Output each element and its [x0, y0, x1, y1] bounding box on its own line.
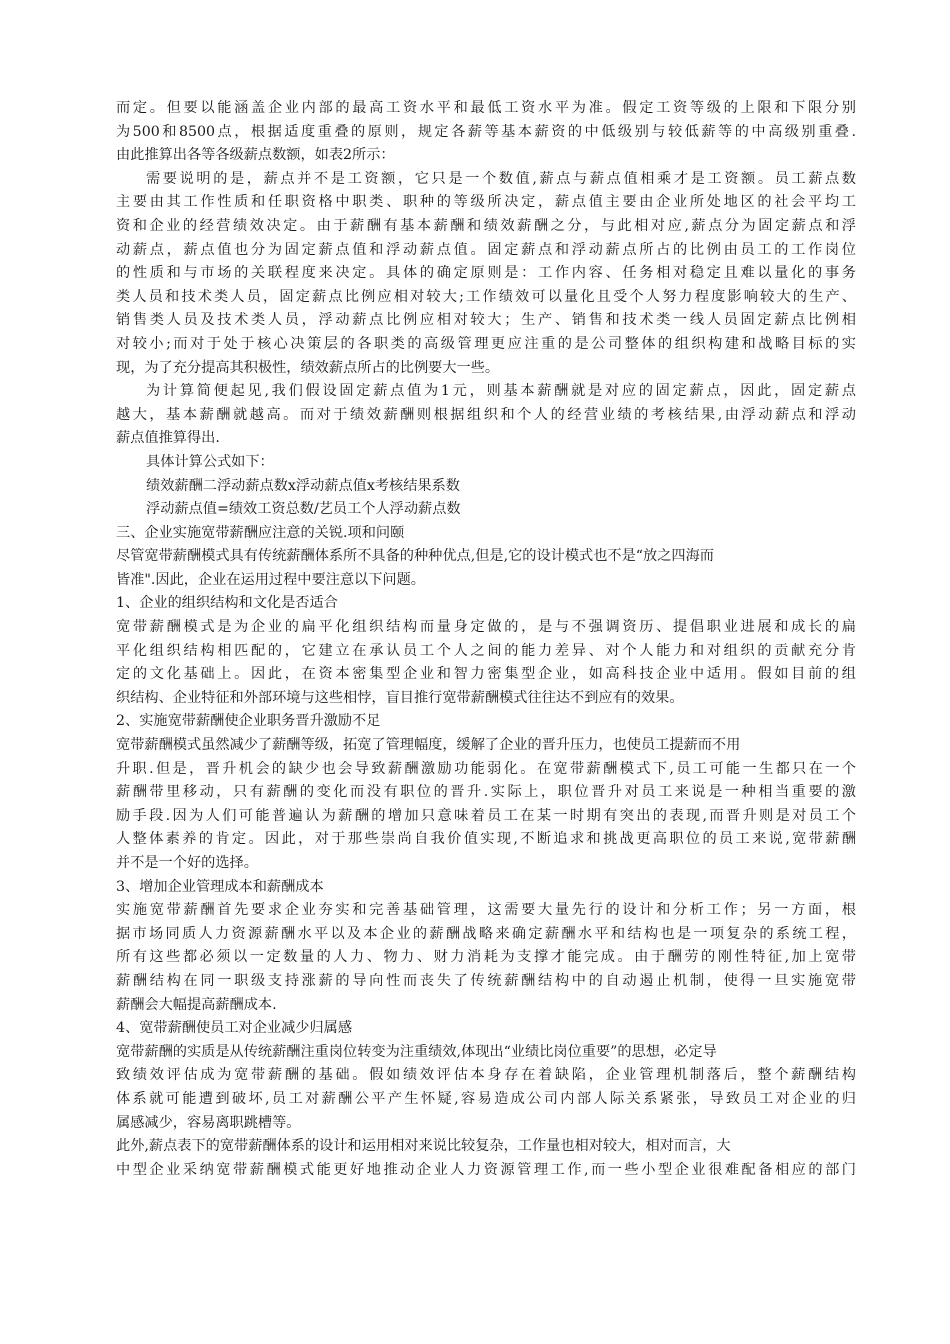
section-heading: 三、企业实施宽带薪酬应注意的关锐.项和问颐 [116, 524, 405, 541]
paragraph-line: 皆准".因此，企业在运用过程中要注意以下问题。 [116, 571, 425, 588]
paragraph-line: 宽带薪酬模式虽然减少了薪酬等级，拓宽了管理幅度，缓解了企业的晋升压力，也使员工提薪而不用 [116, 737, 741, 754]
paragraph-line: 据市场同质人力资源薪酬水平以及本企业的薪酬战略来确定薪酬水平和结构也是一项复杂的系统工程， [116, 925, 856, 942]
paragraph-line: 所有这些都必须以一定数量的人力、物力、财力消耗为支撑才能完成。由于酬劳的刚性特征,加上宽带 [116, 949, 856, 966]
paragraph-line: 中型企业采纳宽带薪酬模式能更好地推动企业人力资源管理工作,而一些小型企业很难配备相应的部门 [116, 1161, 856, 1178]
paragraph-line: 此外,薪点表下的宽带薪酬体系的设计和运用相对来说比较复杂，工作量也相对较大，相对而言，大 [116, 1138, 731, 1155]
paragraph-line: 而定。但要以能涵盖企业内部的最高工资水平和最低工资水平为准。假定工资等级的上限和下限分别 [116, 100, 856, 116]
subsection-heading: 1、企业的组织结构和文化是否适合 [116, 595, 338, 612]
formula-line: 浮动薪点值=绩效工资总数/艺员工个人浮动薪点数 [146, 501, 461, 518]
paragraph-line: 励手段.因为人们可能普遍认为薪酬的增加只意味着员工在某一时期有突出的表现,而晋升则是对员工个 [116, 807, 856, 824]
paragraph-line: 尽管宽带薪酬模式具有传统薪酬体系所不具备的种种优点,但是,它的设计模式也不是“放之四海而 [116, 548, 714, 565]
paragraph-line: 动薪点，薪点值也分为固定薪点值和浮动薪点值。固定薪点和浮动薪点所占的比例由员工的工作岗位 [116, 241, 856, 258]
paragraph-line: 薪酬会大幅提高薪酬成本. [116, 996, 277, 1013]
paragraph-line: 需要说明的是，薪点并不是工资额，它只是一个数值,薪点与薪点值相乘才是工资额。员工薪点数 [146, 170, 856, 187]
subsection-heading: 2、实施宽带薪酬使企业职务晋升激励不足 [116, 713, 381, 730]
paragraph-line: 为计算简便起见,我们假设固定薪点值为1元，则基本薪酬就是对应的固定薪点，因此，固定薪点 [146, 383, 856, 400]
paragraph-line: 由此推算出各等各级薪点数额，如表2所示： [116, 147, 395, 164]
paragraph-line: 升职.但是，晋升机会的缺少也会导致薪酬激励功能弱化。在宽带薪酬模式下,员工可能一生都只在一个 [116, 760, 856, 777]
paragraph-line: 具体计算公式如下： [146, 453, 274, 470]
paragraph-line: 薪酬带里移动，只有薪酬的变化而没有职位的晋升.实际上，职位晋升对员工来说是一种相当重要的激 [116, 784, 856, 801]
paragraph-line: 定的文化基础上。因此，在资本密集型企业和智力密集型企业，如高科技企业中适用。假如目前的组 [116, 666, 856, 683]
paragraph-line: 平化组织结构相匹配的，它建立在承认员工个人之间的能力差异、对个人能力和对组织的贡献充分肯 [116, 642, 856, 659]
paragraph-line: 属感减少，容易离职跳槽等。 [116, 1114, 301, 1131]
paragraph-line: 体系就可能遭到破坏,员工对薪酬公平产生怀疑,容易造成公司内部人际关系紧张，导致员工对企业的归 [116, 1090, 856, 1107]
paragraph-line: 薪点值推算得出. [116, 430, 220, 447]
paragraph-line: 宽带薪酬的实质是从传统薪酬注重岗位转变为注重绩效,体现出“业绩比岗位重要”的思想，必定导 [116, 1043, 717, 1060]
paragraph-line: 销售类人员及技术类人员，浮动薪点比例应相对较大；生产、销售和技术类一线人员固定薪点比例相 [116, 312, 856, 329]
subsection-heading: 4、宽带薪酬使员工对企业减少归属感 [116, 1020, 353, 1037]
paragraph-line: 致绩效评估成为宽带薪酬的基础。假如绩效评估本身存在着缺陷，企业管理机制落后，整个薪酬结构 [116, 1067, 856, 1084]
paragraph-line: 人整体素养的肯定。因此，对于那些崇尚自我价值实现,不断追求和挑战更高职位的员工来说,宽带薪酬 [116, 831, 856, 848]
paragraph-line: 现，为了充分提高其积极性，绩效薪点所占的比例要大一些。 [116, 359, 500, 376]
paragraph-line: 主要由其工作性质和任职资格中职类、职种的等级所决定，薪点值主要由企业所处地区的社会平均工 [116, 194, 856, 211]
formula-line: 绩效薪酬二浮动薪点数x浮动薪点值x考核结果系数 [146, 477, 460, 494]
subsection-heading: 3、增加企业管理成本和薪酬成本 [116, 878, 324, 895]
paragraph-line: 为500和8500点，根据适度重叠的原则，规定各薪等基本薪资的中低级别与较低薪等的中高级别重叠. [116, 123, 856, 140]
paragraph-line: 越大，基本薪酬就越高。而对于绩效薪酬则根据组织和个人的经营业绩的考核结果,由浮动薪点和浮动 [116, 406, 856, 423]
paragraph-line: 薪酬结构在同一职级支持涨薪的导向性而丧失了传统薪酬结构中的自动遏止机制，使得一旦实施宽带 [116, 972, 856, 989]
paragraph-line: 对较小;而对于处于核心决策层的各职类的高级管理更应注重的是公司整体的组织构建和战略目标的实 [116, 335, 856, 352]
document-body [116, 97, 856, 1182]
paragraph-line: 的性质和与市场的关联程度来决定。具体的确定原则是：工作内容、任务相对稳定且难以量化的事务 [116, 265, 856, 282]
paragraph-line: 织结构、企业特征和外部环境与这些相悖，盲目推行宽带薪酬模式往往达不到应有的效果。 [116, 689, 684, 706]
paragraph-line: 并不是一个好的选择。 [116, 855, 258, 871]
paragraph-line: 资和企业的经营绩效决定。由于薪酬有基本薪酬和绩效薪酬之分，与此相对应,薪点分为固定薪点和浮 [116, 217, 856, 234]
paragraph-line: 类人员和技术类人员，固定薪点比例应相对较大;工作绩效可以量化且受个人努力程度影响较大的生产、 [116, 288, 856, 305]
paragraph-line: 宽带薪酬模式是为企业的扁平化组织结构而量身定做的，是与不强调资历、提倡职业进展和成长的扁 [116, 619, 856, 636]
paragraph-line: 实施宽带薪酬首先要求企业夯实和完善基础管理，这需要大量先行的设计和分析工作；另一方面，根 [116, 902, 856, 919]
